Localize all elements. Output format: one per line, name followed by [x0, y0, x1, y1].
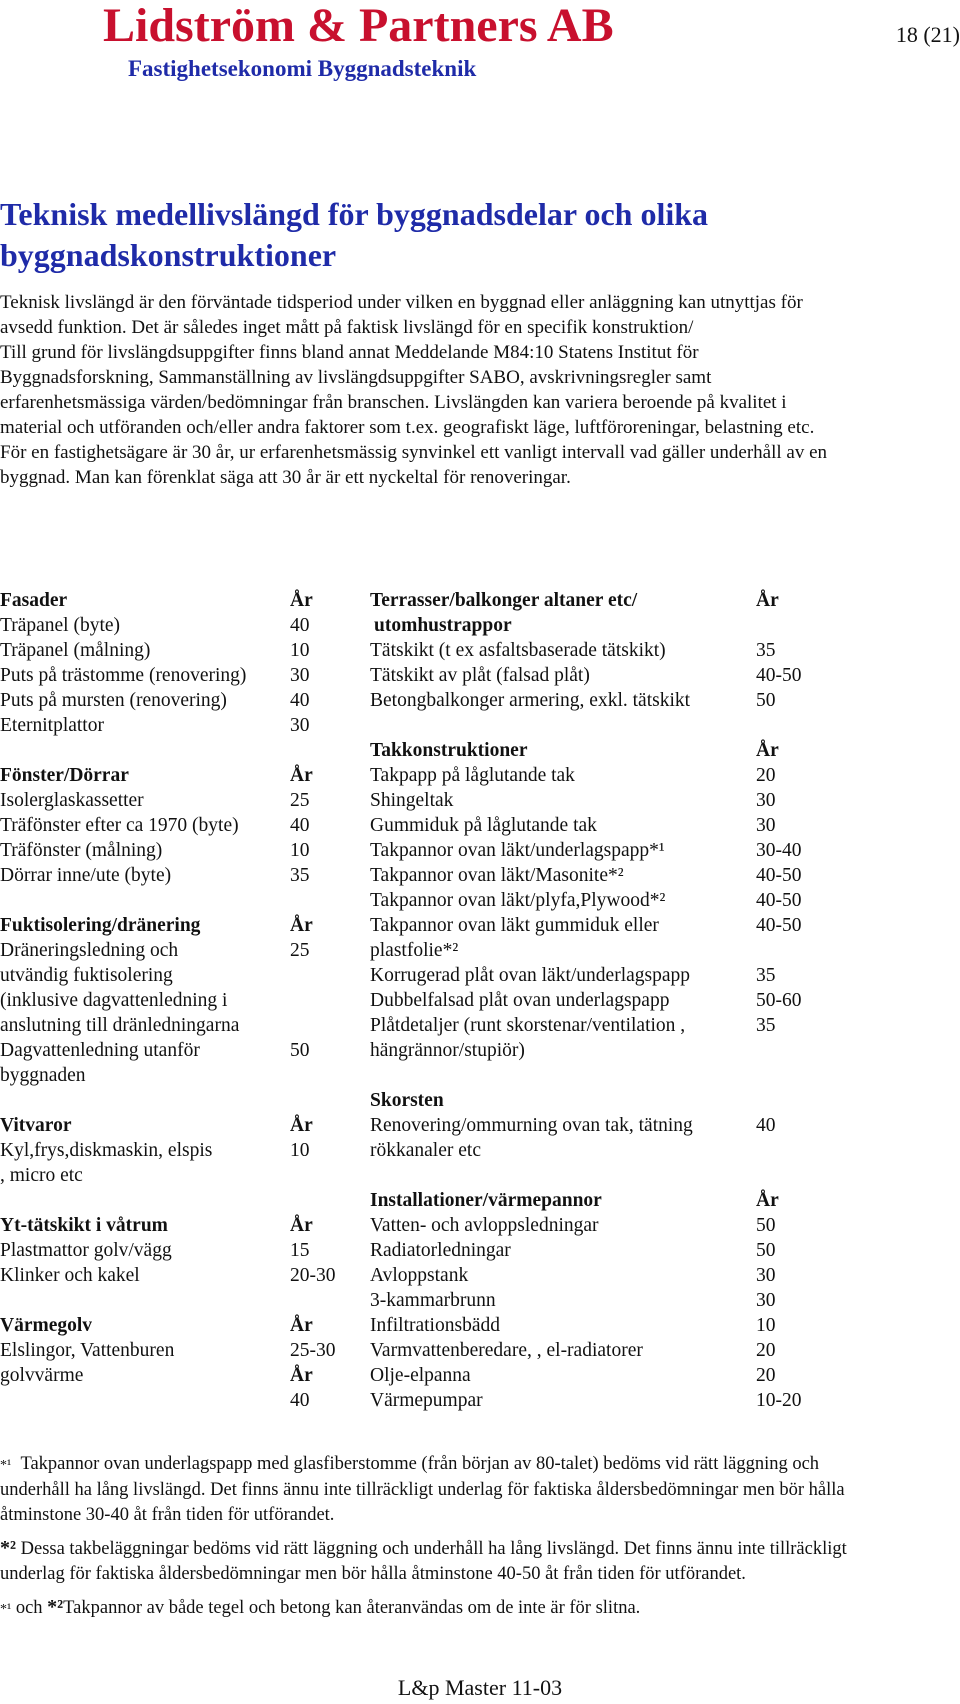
item-years: 20 — [756, 1365, 776, 1386]
item-name: anslutning till dränledningarna — [0, 1015, 240, 1036]
unit-label: År — [756, 740, 779, 761]
item-name: Tätskikt (t ex asfaltsbaserade tätskikt) — [370, 640, 666, 661]
item-years: 35 — [756, 640, 776, 661]
item-years: 30 — [756, 1290, 776, 1311]
item-name: Dagvattenledning utanför — [0, 1040, 200, 1061]
section-title: Fasader — [0, 590, 68, 611]
item-years: 40-50 — [756, 865, 802, 886]
item-years: 10 — [290, 640, 310, 661]
item-years: 50-60 — [756, 990, 802, 1011]
footnote-text: och — [11, 1598, 48, 1618]
section-title: Terrasser/balkonger altaner etc/ — [370, 590, 638, 611]
item-name: Klinker och kakel — [0, 1265, 140, 1286]
item-name: Betongbalkonger armering, exkl. tätskikt — [370, 690, 691, 711]
section-title: Skorsten — [370, 1090, 444, 1111]
item-name: Träfönster efter ca 1970 (byte) — [0, 815, 239, 836]
item-years: 20-30 — [290, 1265, 336, 1286]
item-name: Avloppstank — [370, 1265, 469, 1286]
item-name: Gummiduk på låglutande tak — [370, 815, 597, 836]
item-years: 30 — [290, 715, 310, 736]
item-name: Takpannor ovan läkt/plyfa,Plywood*² — [370, 890, 666, 911]
item-years: 40-50 — [756, 915, 802, 936]
item-years: 35 — [290, 865, 310, 886]
item-name: Vatten- och avloppsledningar — [370, 1215, 599, 1236]
item-years: 20 — [756, 1340, 776, 1361]
item-years: 25 — [290, 790, 310, 811]
item-name: golvvärme — [0, 1365, 84, 1386]
item-name: Tätskikt av plåt (falsad plåt) — [370, 665, 590, 686]
item-years: 40 — [290, 815, 310, 836]
item-name: Puts på trästomme (renovering) — [0, 665, 247, 686]
item-name: Träpanel (målning) — [0, 640, 151, 661]
item-name: 3-kammarbrunn — [370, 1290, 496, 1311]
section-title: Takkonstruktioner — [370, 740, 528, 761]
item-years: 35 — [756, 1015, 776, 1036]
item-years: 40-50 — [756, 890, 802, 911]
item-years: 50 — [756, 1215, 776, 1236]
item-name: Värmepumpar — [370, 1390, 483, 1411]
item-years: 20 — [756, 765, 776, 786]
intro-paragraph: För en fastighetsägare är 30 år, ur erfarenhetsmässig synvinkel ett vanligt intervall vad gäller underhåll av en byggnad. Man kan förenklat säga att 30 år är ett nyckeltal för renoveringar. — [0, 442, 828, 488]
section-title: Fönster/Dörrar — [0, 765, 129, 786]
item-name: Varmvattenberedare, , el-radiatorer — [370, 1340, 643, 1361]
item-name: utvändig fuktisolering — [0, 965, 173, 986]
unit-label: År — [290, 765, 313, 786]
item-name: Träpanel (byte) — [0, 615, 121, 636]
item-name: rökkanaler etc — [370, 1140, 481, 1161]
item-years: 25 — [290, 940, 310, 961]
section-title: Installationer/värmepannor — [370, 1190, 602, 1211]
item-name: Infiltrationsbädd — [370, 1315, 500, 1336]
item-years: 50 — [290, 1040, 310, 1061]
item-name: Puts på mursten (renovering) — [0, 690, 227, 711]
company-subtitle: Fastighetsekonomi Byggnadsteknik — [128, 56, 477, 81]
item-years: 10 — [290, 840, 310, 861]
page-number: 18 (21) — [895, 22, 960, 47]
footnote-3 — [0, 1595, 850, 1622]
item-name: Eternitplattor — [0, 715, 104, 736]
footnote-marker: *¹ — [0, 1602, 12, 1617]
item-name: Dräneringsledning och — [0, 940, 179, 961]
section-title: utomhustrappor — [374, 615, 512, 636]
unit-label: År — [756, 1190, 779, 1211]
item-name: (inklusive dagvattenledning i — [0, 990, 228, 1011]
page-footer: L&p Master 11-03 — [397, 1675, 563, 1700]
item-years: 40-50 — [756, 665, 802, 686]
footnote-text: Takpannor ovan underlagspapp med glasfiberstomme (från början av 80-talet) bedöms vid rätt läggning och underhåll ha lång livslängd. Det finns ännu inte tillräckligt underlag för faktiska åldersbedömningar men bör hålla åtminstone 30-40 åt från tiden för utförandet. — [0, 1454, 845, 1525]
item-years: 40 — [756, 1115, 776, 1136]
footnote-1 — [0, 1452, 850, 1528]
item-name: Isolerglaskassetter — [0, 790, 144, 811]
item-name: Shingeltak — [370, 790, 454, 811]
item-name: Dörrar inne/ute (byte) — [0, 865, 172, 886]
footnote-text: Takpannor av både tegel och betong kan återanvändas om de inte är för slitna. — [63, 1598, 641, 1618]
item-years: 15 — [290, 1240, 310, 1261]
footnote-text: Dessa takbeläggningar bedöms vid rätt läggning och underhåll ha lång livslängd. Det finns ännu inte tillräckligt underlag för faktiska åldersbedömningar men bör hålla åtminstone 40-50 åt från tiden för utförandet. — [0, 1539, 847, 1584]
item-years: 30 — [756, 815, 776, 836]
item-years: 40 — [290, 615, 310, 636]
item-years: 10-20 — [756, 1390, 802, 1411]
intro-text — [0, 290, 830, 490]
item-years: 30 — [290, 665, 310, 686]
footnote-marker: *² — [0, 1537, 16, 1559]
item-name: Takpapp på låglutande tak — [370, 765, 575, 786]
item-name: Elslingor, Vattenburen — [0, 1340, 175, 1361]
intro-paragraph: Teknisk livslängd är den förväntade tidsperiod under vilken en byggnad eller anläggning kan utnyttjas för avsedd funktion. Det är således inget mått på faktisk livslängd för en specifik konstruktion/ — [0, 292, 803, 338]
document-title: Teknisk medellivslängd för byggnadsdelar och olika byggnadskonstruktioner — [0, 196, 709, 273]
item-name: Plastmattor golv/vägg — [0, 1240, 172, 1261]
item-years: 35 — [756, 965, 776, 986]
unit-label: År — [290, 1315, 313, 1336]
item-name: byggnaden — [0, 1065, 86, 1086]
footnote-marker: *¹ — [0, 1458, 12, 1473]
unit-label: År — [290, 1365, 313, 1386]
section-title: Fuktisolering/dränering — [0, 915, 201, 936]
item-years: 10 — [756, 1315, 776, 1336]
item-name: Renovering/ommurning ovan tak, tätning — [370, 1115, 693, 1136]
item-name: Plåtdetaljer (runt skorstenar/ventilation , — [370, 1015, 686, 1036]
item-name: Takpannor ovan läkt gummiduk eller — [370, 915, 659, 936]
unit-label: År — [290, 1115, 313, 1136]
footnote-marker: *² — [47, 1596, 64, 1618]
item-name: Takpannor ovan läkt/underlagspapp*¹ — [370, 840, 665, 861]
item-name: Korrugerad plåt ovan läkt/underlagspapp — [370, 965, 691, 986]
company-name: Lidström & Partners AB — [103, 0, 614, 52]
item-name: Dubbelfalsad plåt ovan underlagspapp — [370, 990, 670, 1011]
item-years: 40 — [290, 690, 310, 711]
footnotes — [0, 1452, 850, 1630]
item-name: , micro etc — [0, 1165, 83, 1186]
item-name: Olje-elpanna — [370, 1365, 471, 1386]
item-years: 25-30 — [290, 1340, 336, 1361]
intro-paragraph: Till grund för livslängdsuppgifter finns bland annat Meddelande M84:10 Statens Institut för Byggnadsforskning, Sammanställning av livslängdsuppgifter SABO, avskrivningsregler samt erfarenhetsmässiga värden/bedömningar från branschen. Livslängden kan variera beroende på kvalitet i material och utföranden och/eller andra faktorer som t.ex. geografiskt läge, luftföroreningar, belastning etc. — [0, 342, 815, 438]
unit-label: År — [290, 915, 313, 936]
item-years: 10 — [290, 1140, 310, 1161]
item-years: 30 — [756, 1265, 776, 1286]
unit-label: År — [290, 590, 313, 611]
item-name: Träfönster (målning) — [0, 840, 163, 861]
item-years: 30-40 — [756, 840, 802, 861]
unit-label: År — [290, 1215, 313, 1236]
section-title: Vitvaror — [0, 1115, 72, 1136]
unit-label: År — [756, 590, 779, 611]
item-years: 50 — [756, 1240, 776, 1261]
item-years: 50 — [756, 690, 776, 711]
item-name: Takpannor ovan läkt/Masonite*² — [370, 865, 624, 886]
item-years: 30 — [756, 790, 776, 811]
item-name: hängrännor/stupiör) — [370, 1040, 525, 1061]
item-name: plastfolie*² — [370, 940, 459, 961]
section-title: Yt-tätskikt i våtrum — [0, 1215, 168, 1236]
section-title: Värmegolv — [0, 1315, 93, 1336]
footnote-2 — [0, 1536, 850, 1587]
item-name: Kyl,frys,diskmaskin, elspis — [0, 1140, 213, 1161]
item-years: 40 — [290, 1390, 310, 1411]
item-name: Radiatorledningar — [370, 1240, 511, 1261]
